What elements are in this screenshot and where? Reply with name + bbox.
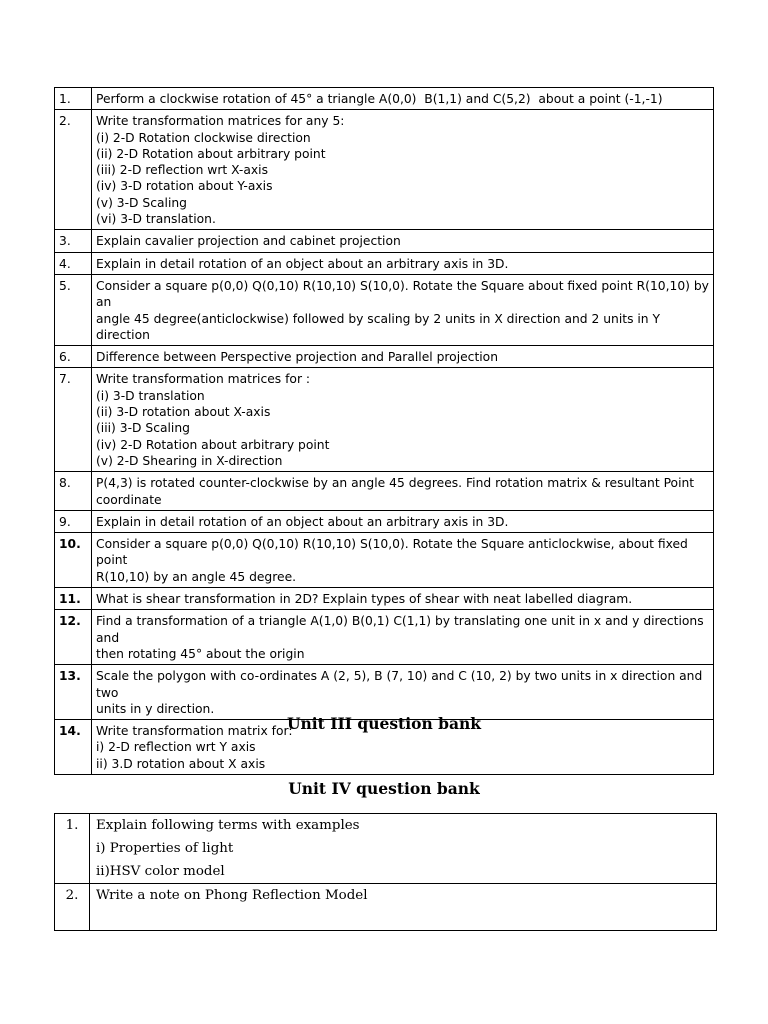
table-row [55, 346, 714, 368]
unit4-question-table [54, 813, 717, 931]
question-line: units in y direction. [96, 701, 215, 716]
table-row [55, 610, 714, 665]
unit3-question-table [54, 87, 714, 775]
table-row [55, 110, 714, 230]
table-row [55, 884, 717, 931]
question-line: (iii) 2-D reflection wrt X-axis [96, 163, 269, 178]
question-line: Write transformation matrices for : [96, 372, 311, 387]
table-row [55, 368, 714, 472]
question-number: 14. [55, 720, 92, 775]
question-line: coordinate [96, 492, 162, 507]
question-text [92, 665, 714, 720]
question-line: angle 45 degree(anticlockwise) followed by scaling by 2 units in X direction and 2 units in Y direction [96, 311, 664, 342]
question-text [92, 368, 714, 472]
question-text [92, 588, 714, 610]
question-line: (i) 2-D Rotation clockwise direction [96, 130, 311, 145]
question-number: 12. [55, 610, 92, 665]
table-row [55, 588, 714, 610]
question-number: 6. [55, 346, 92, 368]
table-row [55, 472, 714, 511]
question-number: 2. [55, 110, 92, 230]
question-line: (iii) 3-D Scaling [96, 421, 190, 436]
question-text [92, 346, 714, 368]
table-row [55, 814, 717, 884]
question-line: Write a note on Phong Reflection Model [96, 888, 368, 903]
question-text [92, 533, 714, 588]
question-line: Difference between Perspective projection and Parallel projection [96, 350, 499, 365]
question-text [90, 884, 717, 931]
question-line: What is shear transformation in 2D? Explain types of shear with neat labelled diagram. [96, 592, 633, 607]
question-text [90, 814, 717, 884]
question-number: 4. [55, 252, 92, 274]
question-line: i) 2-D reflection wrt Y axis [96, 740, 256, 755]
question-number: 1. [55, 814, 90, 884]
table-row [55, 252, 714, 274]
question-line: Write transformation matrix for: [96, 724, 293, 739]
unit3-heading: Unit III question bank [286, 714, 481, 733]
question-text [92, 252, 714, 274]
question-number: 5. [55, 274, 92, 345]
question-line: Consider a square p(0,0) Q(0,10) R(10,10) S(10,0). Rotate the Square about fixed point R(10,10) by an [96, 278, 713, 310]
question-text [92, 230, 714, 252]
question-line: Explain cavalier projection and cabinet projection [96, 234, 401, 249]
question-number: 11. [55, 588, 92, 610]
table-row [55, 230, 714, 252]
question-line: Scale the polygon with co-ordinates A (2, 5), B (7, 10) and C (10, 2) by two units in x direction and two [96, 669, 707, 700]
question-text [92, 88, 714, 110]
question-line: Explain in detail rotation of an object about an arbitrary axis in 3D. [96, 256, 509, 271]
table-row [55, 88, 714, 110]
question-number: 13. [55, 665, 92, 720]
question-line: Write transformation matrices for any 5: [96, 114, 345, 129]
table-row [55, 274, 714, 345]
question-number: 1. [55, 88, 92, 110]
question-line: (v) 3-D Scaling [96, 195, 187, 210]
question-line: Consider a square p(0,0) Q(0,10) R(10,10) S(10,0). Rotate the Square anticlockwise, about fixed point [96, 537, 692, 568]
table-row [55, 510, 714, 532]
question-line: ii)HSV color model [96, 864, 225, 879]
question-line: (ii) 3-D rotation about X-axis [96, 405, 271, 420]
question-line: (iv) 3-D rotation about Y-axis [96, 179, 273, 194]
question-text [92, 274, 714, 345]
question-line: (i) 3-D translation [96, 388, 205, 403]
question-line: Explain in detail rotation of an object about an arbitrary axis in 3D. [96, 514, 509, 529]
question-number: 3. [55, 230, 92, 252]
question-number: 2. [55, 884, 90, 931]
question-number: 9. [55, 510, 92, 532]
question-text [92, 510, 714, 532]
unit4-heading: Unit IV question bank [288, 779, 480, 798]
question-line: (vi) 3-D translation. [96, 212, 216, 227]
question-line: (v) 2-D Shearing in X-direction [96, 453, 283, 468]
table-row [55, 665, 714, 720]
question-line: P(4,3) is rotated counter-clockwise by an angle 45 degrees. Find rotation matrix & resultant Point [96, 476, 695, 491]
question-number: 8. [55, 472, 92, 511]
question-line: Find a transformation of a triangle A(1,0) B(0,1) C(1,1) by translating one unit in x and y directions and [96, 614, 708, 645]
question-text [92, 610, 714, 665]
question-text [92, 472, 714, 511]
question-line: Explain following terms with examples [96, 818, 360, 833]
question-number: 10. [55, 533, 92, 588]
question-line [96, 907, 710, 930]
question-line: R(10,10) by an angle 45 degree. [96, 569, 297, 584]
question-number: 7. [55, 368, 92, 472]
question-line: then rotating 45° about the origin [96, 646, 305, 661]
question-line: (iv) 2-D Rotation about arbitrary point [96, 437, 330, 452]
question-line: (ii) 2-D Rotation about arbitrary point [96, 146, 326, 161]
question-line: ii) 3.D rotation about X axis [96, 756, 266, 771]
table-row [55, 533, 714, 588]
question-line: i) Properties of light [96, 841, 234, 856]
question-line: Perform a clockwise rotation of 45° a triangle A(0,0) B(1,1) and C(5,2) about a point (-1,-1) [96, 92, 663, 106]
question-text [92, 110, 714, 230]
